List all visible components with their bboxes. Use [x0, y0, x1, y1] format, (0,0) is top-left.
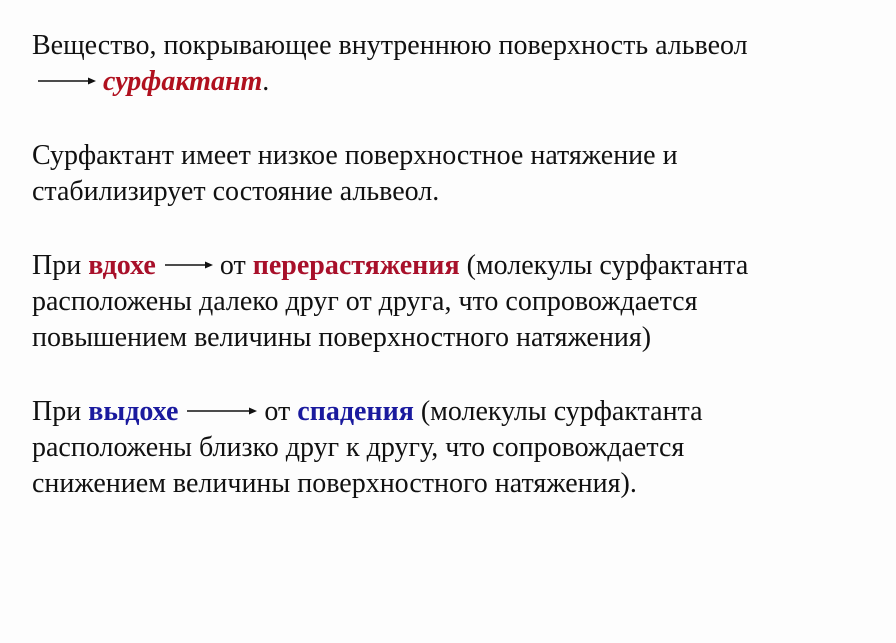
- overstretch-term: перерастяжения: [252, 250, 460, 281]
- exhale-line-1: [32, 394, 876, 430]
- property-line-2: стабилизирует состояние альвеол.: [32, 176, 440, 207]
- surfactant-term: сурфактант: [103, 66, 263, 97]
- collapse-term: спадения: [297, 396, 414, 427]
- definition-line: Вещество, покрывающее внутреннюю поверхность альвеол: [32, 30, 748, 61]
- inhale-line-1-rest: (молекулы сурфактанта: [466, 250, 749, 281]
- arrow-right-icon: [38, 76, 96, 86]
- arrow-right-icon: [163, 260, 213, 270]
- inhale-term: вдохе: [88, 250, 156, 281]
- definition-result-line: [32, 64, 876, 100]
- inhale-line-3: повышением величины поверхностного натяжения): [32, 322, 652, 353]
- exhale-line-1-rest: (молекулы сурфактанта: [420, 396, 703, 427]
- inhale-pri: При: [32, 250, 82, 281]
- inhale-line-1: [32, 248, 876, 284]
- exhale-pri: При: [32, 396, 82, 427]
- arrow-right-icon: [185, 406, 257, 416]
- period: .: [262, 66, 270, 97]
- inhale-line-2: расположены далеко друг от друга, что сопровождается: [32, 286, 698, 317]
- inhale-ot: от: [219, 250, 246, 281]
- exhale-line-2: расположены близко друг к другу, что сопровождается: [32, 432, 685, 463]
- paragraph-inhale: [32, 248, 876, 356]
- exhale-ot: от: [264, 396, 291, 427]
- property-line-1: Сурфактант имеет низкое поверхностное натяжение и: [32, 140, 678, 171]
- exhale-line-3: снижением величины поверхностного натяжения).: [32, 468, 637, 499]
- exhale-term: выдохе: [88, 396, 179, 427]
- paragraph-exhale: [32, 394, 876, 502]
- paragraph-definition: [32, 28, 876, 100]
- paragraph-property: [32, 138, 876, 210]
